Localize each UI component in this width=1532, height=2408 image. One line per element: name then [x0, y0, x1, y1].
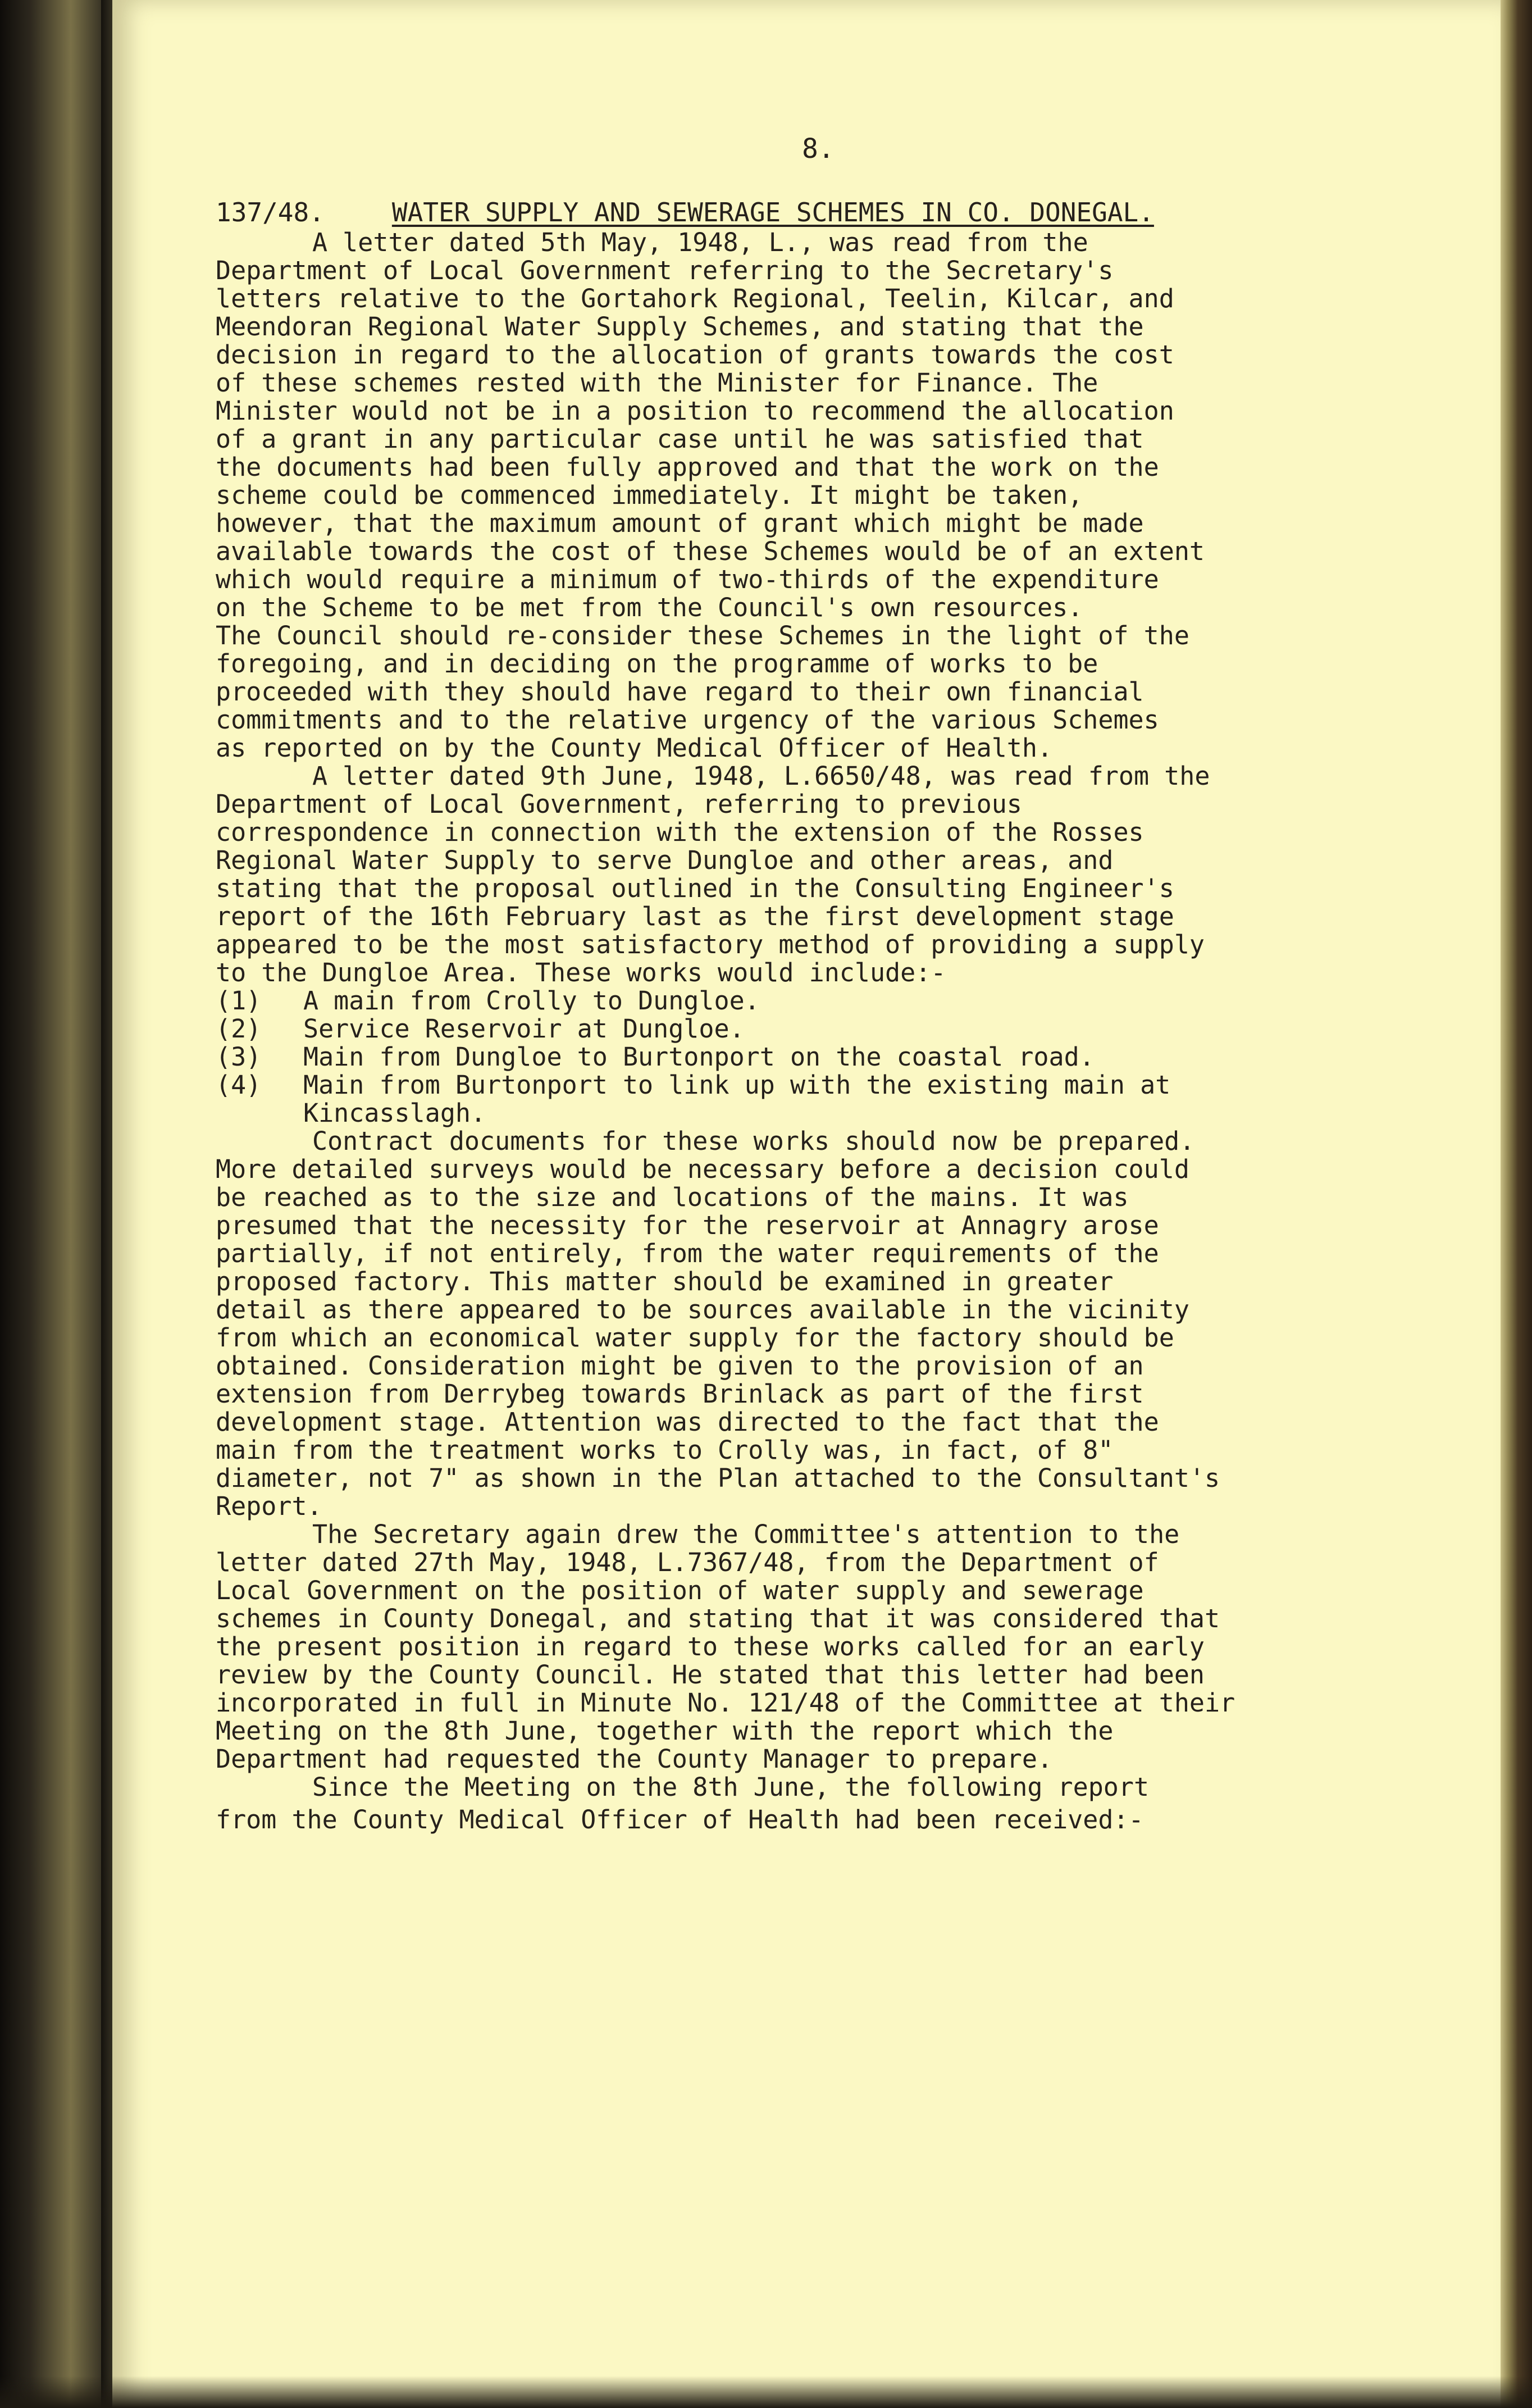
- minute-number: 137/48.: [216, 197, 325, 227]
- paragraph-3-line: development stage. Attention was directed to the fact that the: [216, 1407, 1159, 1437]
- works-item-text: Service Reservoir at Dungloe.: [303, 1014, 745, 1044]
- paragraph-1-line: on the Scheme to be met from the Council's own resources.: [216, 593, 1083, 622]
- paragraph-1-line: scheme could be commenced immediately. It might be taken,: [216, 480, 1083, 510]
- paragraph-5-line: from the County Medical Officer of Health had been received:-: [216, 1805, 1144, 1835]
- works-item-text: A main from Crolly to Dungloe.: [303, 986, 760, 1016]
- paragraph-2-line: A letter dated 9th June, 1948, L.6650/48, was read from the: [312, 761, 1210, 791]
- paragraph-1-line: of a grant in any particular case until he was satisfied that: [216, 424, 1144, 454]
- paragraph-1-line: as reported on by the County Medical Officer of Health.: [216, 733, 1053, 763]
- paragraph-1-line: available towards the cost of these Schemes would be of an extent: [216, 536, 1205, 566]
- paragraph-3-line: presumed that the necessity for the reservoir at Annagry arose: [216, 1210, 1159, 1240]
- works-item-number: (3): [216, 1042, 262, 1072]
- page-stack-edge: [1501, 0, 1532, 2408]
- paragraph-1-line: Department of Local Government referring to the Secretary's: [216, 256, 1114, 285]
- paragraph-1-line: which would require a minimum of two-thirds of the expenditure: [216, 565, 1159, 594]
- works-item-number: (4): [216, 1070, 262, 1100]
- paragraph-3-line: Contract documents for these works should now be prepared.: [312, 1126, 1195, 1156]
- paragraph-4-line: Local Government on the position of water supply and sewerage: [216, 1576, 1144, 1605]
- paragraph-3-line: be reached as to the size and locations of the mains. It was: [216, 1182, 1129, 1212]
- typed-document: [112, 0, 1501, 2408]
- paragraph-2-line: to the Dungloe Area. These works would include:-: [216, 958, 946, 987]
- paragraph-3-line: obtained. Consideration might be given to the provision of an: [216, 1351, 1144, 1381]
- paragraph-1-line: letters relative to the Gortahork Regional, Teelin, Kilcar, and: [216, 284, 1174, 313]
- paragraph-2-line: stating that the proposal outlined in the Consulting Engineer's: [216, 873, 1174, 903]
- paragraph-1-line: the documents had been fully approved and that the work on the: [216, 452, 1159, 482]
- paragraph-4-line: Department had requested the County Manager to prepare.: [216, 1744, 1053, 1774]
- paragraph-1-line: however, that the maximum amount of grant which might be made: [216, 508, 1144, 538]
- paragraph-4-line: review by the County Council. He stated that this letter had been: [216, 1660, 1205, 1690]
- paragraph-2-line: Regional Water Supply to serve Dungloe and other areas, and: [216, 845, 1114, 875]
- paragraph-1-line: Meendoran Regional Water Supply Schemes, and stating that the: [216, 312, 1144, 342]
- paragraph-4-line: incorporated in full in Minute No. 121/48 of the Committee at their: [216, 1688, 1235, 1718]
- paragraph-3-line: diameter, not 7" as shown in the Plan attached to the Consultant's: [216, 1463, 1220, 1493]
- paragraph-4-line: letter dated 27th May, 1948, L.7367/48, from the Department of: [216, 1547, 1159, 1577]
- paragraph-2-line: Department of Local Government, referring to previous: [216, 789, 1022, 819]
- left-facing-page-edge: [0, 0, 101, 2408]
- paragraph-1-line: A letter dated 5th May, 1948, L., was read from the: [312, 227, 1088, 257]
- paragraph-4-line: Meeting on the 8th June, together with the report which the: [216, 1716, 1114, 1746]
- works-item-text: Main from Burtonport to link up with the existing main at: [303, 1070, 1171, 1100]
- works-item-number: (1): [216, 986, 262, 1016]
- minute-header: [216, 198, 1154, 227]
- paragraph-3-line: extension from Derrybeg towards Brinlack as part of the first: [216, 1379, 1144, 1409]
- minute-title: WATER SUPPLY AND SEWERAGE SCHEMES IN CO. DONEGAL.: [391, 197, 1154, 227]
- paragraph-1-line: of these schemes rested with the Minister for Finance. The: [216, 368, 1098, 398]
- paragraph-1-line: The Council should re-consider these Schemes in the light of the: [216, 621, 1189, 650]
- paragraph-1-line: decision in regard to the allocation of grants towards the cost: [216, 340, 1174, 370]
- paragraph-2-line: appeared to be the most satisfactory method of providing a supply: [216, 930, 1205, 959]
- paragraph-4-line: the present position in regard to these works called for an early: [216, 1632, 1205, 1662]
- paragraph-1-line: proceeded with they should have regard to their own financial: [216, 677, 1144, 707]
- page-number: 8.: [802, 133, 835, 165]
- paragraph-3-line: partially, if not entirely, from the water requirements of the: [216, 1239, 1159, 1268]
- paragraph-4-line: The Secretary again drew the Committee's attention to the: [312, 1519, 1180, 1549]
- paragraph-1-line: Minister would not be in a position to recommend the allocation: [216, 396, 1174, 426]
- paragraph-3-line: More detailed surveys would be necessary before a decision could: [216, 1154, 1189, 1184]
- paragraph-3-line: main from the treatment works to Crolly was, in fact, of 8": [216, 1435, 1114, 1465]
- works-item-text: Kincasslagh.: [303, 1098, 486, 1128]
- paragraph-3-line: detail as there appeared to be sources available in the vicinity: [216, 1295, 1189, 1324]
- paragraph-1-line: foregoing, and in deciding on the programme of works to be: [216, 649, 1098, 679]
- paragraph-3-line: Report.: [216, 1491, 322, 1521]
- works-item-number: (2): [216, 1014, 262, 1044]
- paragraph-4-line: schemes in County Donegal, and stating that it was considered that: [216, 1604, 1220, 1633]
- paragraph-3-line: proposed factory. This matter should be examined in greater: [216, 1267, 1114, 1296]
- paragraph-1-line: commitments and to the relative urgency of the various Schemes: [216, 705, 1159, 735]
- paragraph-3-line: from which an economical water supply for the factory should be: [216, 1323, 1174, 1353]
- paragraph-2-line: correspondence in connection with the extension of the Rosses: [216, 817, 1144, 847]
- paragraph-5-line: Since the Meeting on the 8th June, the following report: [312, 1772, 1150, 1802]
- works-item-text: Main from Dungloe to Burtonport on the coastal road.: [303, 1042, 1095, 1072]
- paragraph-2-line: report of the 16th February last as the first development stage: [216, 902, 1174, 931]
